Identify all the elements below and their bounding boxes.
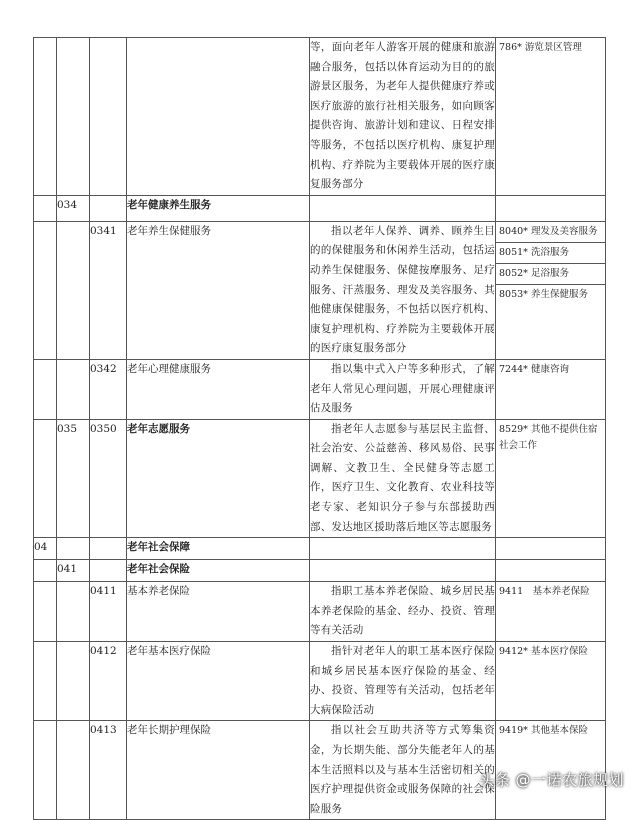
category-name: 老年社会保障 (127, 538, 310, 560)
small-category-code: 0342 (90, 359, 127, 419)
category-name: 老年长期护理保险 (127, 721, 310, 820)
classification-table (33, 37, 606, 820)
category-name: 基本养老保险 (127, 582, 310, 642)
small-category-code: 0341 (90, 221, 127, 359)
description-cell: 指针对老年人的职工基本医疗保险和城乡居民基本医疗保险的基金、经办、投资、管理等有关活动，包括老年大病保险活动 (310, 642, 496, 721)
small-category-code: 0411 (90, 582, 127, 642)
watermark: 头条 @一诺农旅规划 (479, 771, 624, 789)
big-category-code: 04 (34, 538, 57, 560)
category-name: 老年健康养生服务 (127, 195, 310, 221)
table-row (34, 538, 606, 560)
category-name: 老年志愿服务 (127, 419, 310, 538)
industry-ref: 7244* 健康咨询 (499, 363, 569, 375)
table-row (34, 582, 606, 642)
description-cell: 指老年人志愿参与基层民主监督、社会治安、公益慈善、移风易俗、民事调解、文教卫生、全民健身等志愿工作，医疗卫生、文化教育、农业科技等老专家、老知识分子参与东部援助西部、发达地区援助落后地区等志愿服务 (310, 419, 496, 538)
industry-ref: 8052* 足浴服务 (496, 264, 605, 285)
industry-ref: 8529* 其他不提供住宿社会工作 (499, 423, 598, 451)
industry-ref: 8051* 洗浴服务 (496, 243, 605, 264)
description-cell: 指以老年人保养、调养、顾养生目的的保健服务和休闲养生活动，包括运动养生保健服务、保健按摩服务、足疗服务、汗蒸服务、理发及美容服务、其他健康保健服务，不包括以医疗机构、康复护理机构、疗养院为主要载体开展的医疗康复服务部分 (310, 221, 496, 359)
table-row (34, 195, 606, 221)
table-row (34, 560, 606, 582)
industry-ref: 9412* 基本医疗保险 (499, 646, 588, 658)
table-row (34, 359, 606, 419)
small-category-code: 0413 (90, 721, 127, 820)
category-name: 老年社会保险 (127, 560, 310, 582)
industry-ref: 9411 基本养老保险 (499, 586, 590, 598)
table-row (34, 642, 606, 721)
mid-category-code: 041 (57, 560, 90, 582)
description-cell: 等，面向老年人游客开展的健康和旅游融合服务，包括以体育运动为目的的旅游景区服务，为老年人提供健康疗养或医疗旅游的旅行社相关服务，如向顾客提供咨询、旅游计划和建议、日程安排等服务，不包括以医疗机构、康复护理机构、疗养院为主要载体开展的医疗康复服务部分 (310, 38, 496, 196)
description-cell: 指职工基本养老保险、城乡居民基本养老保险的基金、经办、投资、管理等有关活动 (310, 582, 496, 642)
table-row (34, 419, 606, 538)
industry-ref: 8053* 养生保健服务 (499, 288, 588, 300)
industry-ref: 8040* 理发及美容服务 (496, 222, 605, 243)
industry-ref: 786* 游览景区管理 (499, 42, 582, 53)
industry-ref: 9419* 其他基本保险 (499, 725, 588, 737)
category-name: 老年养生保健服务 (127, 221, 310, 359)
table-row (34, 221, 606, 359)
small-category-code: 0412 (90, 642, 127, 721)
category-name: 老年心理健康服务 (127, 359, 310, 419)
small-category-code: 0350 (90, 419, 127, 538)
description-cell: 指以集中式入户等多种形式，了解老年人常见心理问题，开展心理健康评估及服务 (310, 359, 496, 419)
category-name: 老年基本医疗保险 (127, 642, 310, 721)
mid-category-code: 034 (57, 195, 90, 221)
mid-category-code: 035 (57, 419, 90, 538)
table-row (34, 38, 606, 196)
description-cell: 指以社会互助共济等方式筹集资金，为长期失能、部分失能老年人的基本生活照料以及与基本生活密切相关的医疗护理提供资金或服务保障的社会保险服务 (310, 721, 496, 820)
